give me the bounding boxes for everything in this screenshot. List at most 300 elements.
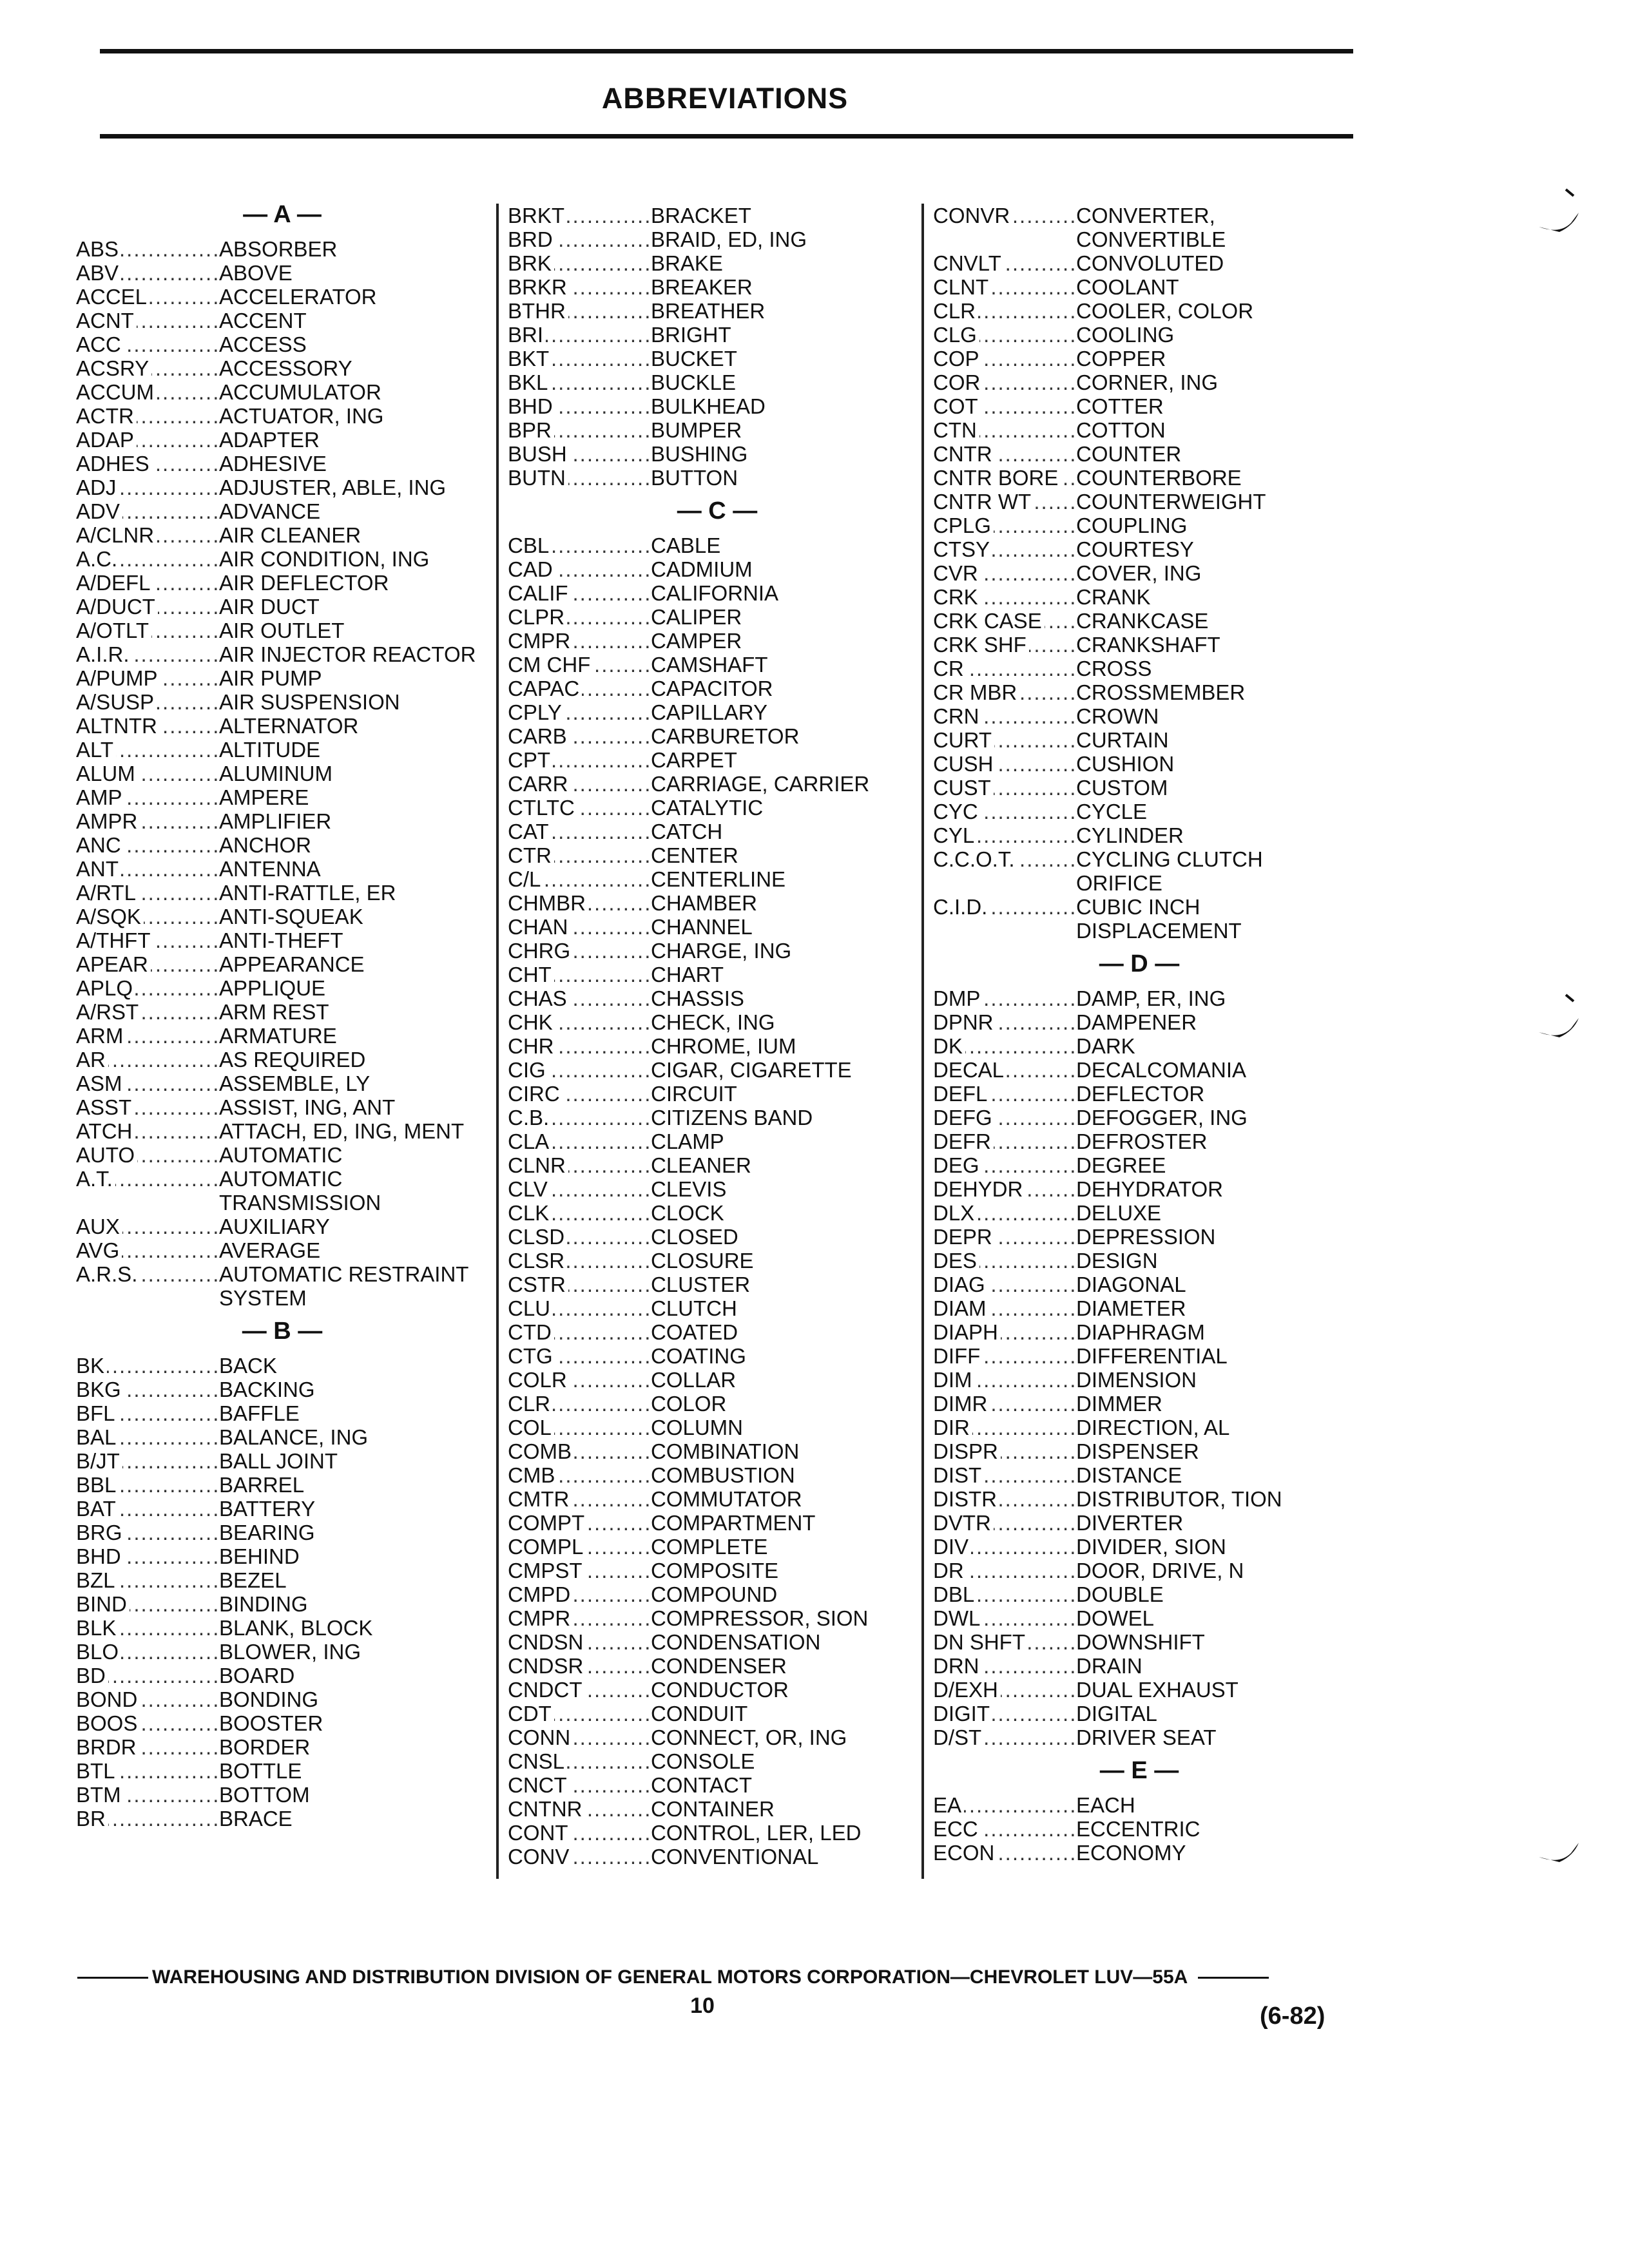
abbreviation-meaning: BLANK, BLOCK xyxy=(219,1616,373,1640)
abbreviation-entry xyxy=(76,738,488,762)
abbreviation-entry xyxy=(508,1034,927,1058)
abbreviation-entry xyxy=(508,1439,927,1463)
abbreviation-meaning: CIGAR, CIGARETTE xyxy=(651,1058,852,1082)
abbreviation-code-text: ABS xyxy=(76,237,121,261)
abbreviation-code xyxy=(933,728,1075,752)
abbreviation-code xyxy=(76,1521,218,1544)
abbreviation-code xyxy=(508,1821,650,1845)
abbreviation-entry xyxy=(508,1749,927,1773)
abbreviation-code-text: CYC xyxy=(933,800,981,823)
abbreviation-entry xyxy=(933,466,1345,490)
abbreviation-entry xyxy=(508,700,927,724)
abbreviation-entry xyxy=(933,299,1345,323)
abbreviation-code xyxy=(508,653,650,677)
abbreviation-meaning: BRACKET xyxy=(651,204,751,227)
abbreviation-meaning: BARREL xyxy=(219,1473,305,1497)
abbreviation-entry xyxy=(933,204,1345,251)
abbreviation-code-text: DIV xyxy=(933,1535,971,1559)
abbreviation-entry xyxy=(76,619,488,642)
abbreviation-code-text: C/L xyxy=(508,867,543,891)
abbreviation-entry xyxy=(76,1735,488,1759)
abbreviation-meaning: ANTENNA xyxy=(219,857,321,881)
abbreviation-code xyxy=(933,895,1075,943)
abbreviation-code xyxy=(933,1320,1075,1344)
abbreviation-meaning: BRIGHT xyxy=(651,323,731,347)
abbreviation-meaning: CURTAIN xyxy=(1076,728,1169,752)
abbreviation-meaning: BEARING xyxy=(219,1521,315,1544)
abbreviation-code xyxy=(933,1582,1075,1606)
abbreviation-code xyxy=(76,499,218,523)
abbreviation-entry xyxy=(76,1616,488,1640)
abbreviation-code xyxy=(508,1725,650,1749)
abbreviation-code-text: CNTR WT xyxy=(933,490,1034,514)
abbreviation-code xyxy=(933,1201,1075,1225)
abbreviation-meaning: DESIGN xyxy=(1076,1249,1158,1273)
abbreviation-code-text: CRK CASE xyxy=(933,609,1045,633)
abbreviation-entry xyxy=(933,347,1345,370)
abbreviation-meaning: BRAKE xyxy=(651,251,723,275)
abbreviation-code-text: ECON xyxy=(933,1841,997,1865)
abbreviation-entry xyxy=(76,666,488,690)
abbreviation-entry xyxy=(933,1630,1345,1654)
abbreviation-entry xyxy=(933,1320,1345,1344)
abbreviation-meaning: CLOSED xyxy=(651,1225,738,1249)
abbreviation-code xyxy=(508,1225,650,1249)
abbreviation-code xyxy=(508,677,650,700)
abbreviation-code-text: CR MBR xyxy=(933,680,1019,704)
top-rule xyxy=(100,49,1353,53)
abbreviation-code xyxy=(508,772,650,796)
abbreviation-code-text: BBL xyxy=(76,1473,119,1497)
abbreviation-code-text: CMPD xyxy=(508,1582,573,1606)
abbreviation-code xyxy=(933,466,1075,490)
abbreviation-meaning: AUTOMATIC xyxy=(219,1143,343,1167)
abbreviation-code-text: ADAP xyxy=(76,428,137,452)
abbreviation-meaning: BREATHER xyxy=(651,299,766,323)
footer-dash-right xyxy=(1198,1977,1269,1979)
abbreviation-meaning: CALIPER xyxy=(651,605,742,629)
abbreviation-code xyxy=(933,299,1075,323)
abbreviation-code-text: AUX xyxy=(76,1215,122,1238)
abbreviation-code-text: A/CLNR xyxy=(76,523,157,547)
abbreviation-code xyxy=(76,332,218,356)
abbreviation-entry xyxy=(933,1296,1345,1320)
abbreviation-entry xyxy=(933,1559,1345,1582)
abbreviation-entry xyxy=(933,585,1345,609)
abbreviation-code xyxy=(508,1296,650,1320)
abbreviation-meaning: CYCLE xyxy=(1076,800,1148,823)
abbreviation-meaning: COMMUTATOR xyxy=(651,1487,802,1511)
abbreviation-code xyxy=(508,1487,650,1511)
abbreviation-entry xyxy=(508,227,927,251)
abbreviation-code xyxy=(933,1296,1075,1320)
abbreviation-meaning: DARK xyxy=(1076,1034,1135,1058)
abbreviation-meaning: COMBUSTION xyxy=(651,1463,795,1487)
abbreviation-code-text: DWL xyxy=(933,1606,983,1630)
abbreviation-code-text: BRK xyxy=(508,251,554,275)
abbreviation-meaning: COMPOUND xyxy=(651,1582,778,1606)
abbreviation-meaning: ACCESSORY xyxy=(219,356,352,380)
abbreviation-entry xyxy=(508,347,927,370)
abbreviation-meaning: DISTRIBUTOR, TION xyxy=(1076,1487,1282,1511)
abbreviation-code xyxy=(508,323,650,347)
abbreviation-code xyxy=(76,809,218,833)
abbreviation-code xyxy=(76,738,218,762)
abbreviation-code xyxy=(76,833,218,857)
abbreviation-code xyxy=(76,1664,218,1687)
abbreviation-meaning: CHART xyxy=(651,963,724,986)
abbreviation-code xyxy=(76,1167,218,1215)
abbreviation-code xyxy=(933,1841,1075,1865)
abbreviation-code xyxy=(76,642,218,666)
abbreviation-entry xyxy=(933,1153,1345,1177)
abbreviation-meaning: DOWNSHIFT xyxy=(1076,1630,1205,1654)
abbreviation-entry xyxy=(76,356,488,380)
abbreviation-code-text: CMPR xyxy=(508,629,573,653)
abbreviation-code-text: CLG xyxy=(933,323,979,347)
abbreviation-code xyxy=(76,452,218,476)
abbreviation-code xyxy=(508,557,650,581)
abbreviation-entry xyxy=(508,1225,927,1249)
abbreviation-code-text: BIND xyxy=(76,1592,130,1616)
abbreviation-meaning: CONDENSER xyxy=(651,1654,787,1678)
abbreviation-code-text: DIAM xyxy=(933,1296,989,1320)
abbreviation-meaning: DIVERTER xyxy=(1076,1511,1184,1535)
abbreviation-entry xyxy=(508,748,927,772)
abbreviation-meaning: BINDING xyxy=(219,1592,308,1616)
abbreviation-code-text: CHAS xyxy=(508,986,570,1010)
abbreviation-code-text: BAL xyxy=(76,1425,119,1449)
abbreviation-code-text: ALT xyxy=(76,738,116,762)
abbreviation-meaning: CROSSMEMBER xyxy=(1076,680,1246,704)
abbreviation-entry xyxy=(508,1678,927,1702)
abbreviation-code-text: DEG xyxy=(933,1153,982,1177)
abbreviation-entry xyxy=(933,986,1345,1010)
abbreviation-entry xyxy=(508,1773,927,1797)
abbreviation-entry xyxy=(508,370,927,394)
abbreviation-code-text: CPLY xyxy=(508,700,564,724)
abbreviation-meaning: COUNTERBORE xyxy=(1076,466,1242,490)
abbreviation-code xyxy=(508,605,650,629)
abbreviation-entry xyxy=(76,1215,488,1238)
abbreviation-code xyxy=(933,1082,1075,1106)
abbreviation-code xyxy=(76,1473,218,1497)
abbreviation-entry xyxy=(933,609,1345,633)
abbreviation-code-text: CBL xyxy=(508,533,552,557)
abbreviation-code xyxy=(508,1392,650,1416)
abbreviation-meaning: DEGREE xyxy=(1076,1153,1166,1177)
abbreviation-meaning: CROSS xyxy=(1076,657,1152,680)
abbreviation-meaning: ATTACH, ED, ING, MENT xyxy=(219,1119,465,1143)
abbreviation-code xyxy=(508,1129,650,1153)
page-date-code: (6-82) xyxy=(1260,2003,1325,2030)
abbreviation-code-text: AMPR xyxy=(76,809,140,833)
abbreviations-column-1 xyxy=(76,193,488,1831)
abbreviation-meaning: DAMP, ER, ING xyxy=(1076,986,1226,1010)
abbreviation-entry xyxy=(508,1702,927,1725)
abbreviation-code xyxy=(933,1606,1075,1630)
abbreviation-code xyxy=(933,800,1075,823)
abbreviation-entry xyxy=(76,1378,488,1401)
abbreviation-entry xyxy=(508,1201,927,1225)
abbreviation-code-text: CIRC xyxy=(508,1082,563,1106)
abbreviation-code-text: ACCUM xyxy=(76,380,157,404)
abbreviation-entry xyxy=(933,800,1345,823)
abbreviation-code-text: CARB xyxy=(508,724,570,748)
abbreviation-meaning: COMPOSITE xyxy=(651,1559,779,1582)
abbreviation-code-text: COT xyxy=(933,394,981,418)
abbreviation-code-text: BRKT xyxy=(508,204,567,227)
abbreviation-code xyxy=(76,547,218,571)
abbreviation-entry xyxy=(933,1702,1345,1725)
abbreviation-meaning: CHARGE, ING xyxy=(651,939,792,963)
abbreviation-code xyxy=(76,1072,218,1095)
abbreviation-meaning: CAMPER xyxy=(651,629,742,653)
abbreviation-meaning: BRACE xyxy=(219,1807,293,1831)
abbreviation-code xyxy=(76,595,218,619)
abbreviation-code-text: DES xyxy=(933,1249,979,1273)
abbreviation-code xyxy=(933,370,1075,394)
abbreviation-code xyxy=(76,1238,218,1262)
abbreviation-entry xyxy=(76,1095,488,1119)
abbreviation-entry xyxy=(508,323,927,347)
abbreviation-meaning: AS REQUIRED xyxy=(219,1048,366,1072)
abbreviation-code xyxy=(508,533,650,557)
abbreviation-meaning: AMPLIFIER xyxy=(219,809,332,833)
abbreviation-code xyxy=(508,442,650,466)
abbreviation-code xyxy=(508,1177,650,1201)
abbreviation-entry xyxy=(933,418,1345,442)
abbreviation-code xyxy=(76,1262,218,1310)
abbreviation-code xyxy=(508,394,650,418)
abbreviation-code-text: ASST xyxy=(76,1095,134,1119)
abbreviation-code xyxy=(508,1153,650,1177)
abbreviation-entry xyxy=(76,1759,488,1783)
abbreviation-entry xyxy=(933,1106,1345,1129)
abbreviation-meaning: ANTI-SQUEAK xyxy=(219,905,363,928)
abbreviation-code xyxy=(933,847,1075,895)
abbreviation-code-text: A/RTL xyxy=(76,881,139,905)
abbreviation-code-text: C.C.O.T. xyxy=(933,847,1017,871)
abbreviation-meaning: CATCH xyxy=(651,820,723,843)
abbreviation-entry xyxy=(508,1392,927,1416)
abbreviation-meaning: DEFLECTOR xyxy=(1076,1082,1205,1106)
abbreviation-entry xyxy=(933,442,1345,466)
abbreviation-entry xyxy=(933,657,1345,680)
abbreviation-code-text: AUTO xyxy=(76,1143,137,1167)
abbreviation-meaning: CLOSURE xyxy=(651,1249,754,1273)
abbreviation-code-text: CONN xyxy=(508,1725,573,1749)
abbreviation-code xyxy=(508,227,650,251)
abbreviation-code-text: BKL xyxy=(508,370,550,394)
abbreviation-code-text: CUST xyxy=(933,776,994,800)
abbreviation-entry xyxy=(76,1544,488,1568)
abbreviation-code xyxy=(76,237,218,261)
abbreviation-entry xyxy=(933,1201,1345,1225)
abbreviation-entry xyxy=(508,796,927,820)
abbreviation-meaning: CAPILLARY xyxy=(651,700,767,724)
abbreviation-code-text: BRG xyxy=(76,1521,125,1544)
abbreviation-code xyxy=(76,714,218,738)
abbreviation-code xyxy=(933,1153,1075,1177)
abbreviation-code xyxy=(508,1559,650,1582)
abbreviation-code xyxy=(76,285,218,309)
abbreviation-meaning: AUTOMATIC TRANSMISSION xyxy=(219,1167,381,1215)
abbreviation-meaning: BORDER xyxy=(219,1735,311,1759)
abbreviation-meaning: CONDENSATION xyxy=(651,1630,821,1654)
abbreviation-meaning: ARM REST xyxy=(219,1000,329,1024)
abbreviation-code-text: CRN xyxy=(933,704,982,728)
abbreviation-code-text: CTG xyxy=(508,1344,555,1368)
abbreviation-code xyxy=(508,466,650,490)
abbreviation-meaning: ANTI-RATTLE, ER xyxy=(219,881,396,905)
abbreviation-meaning: COOLANT xyxy=(1076,275,1179,299)
abbreviation-entry xyxy=(933,394,1345,418)
abbreviation-meaning: COUPLING xyxy=(1076,514,1188,537)
abbreviation-meaning: AUTOMATIC RESTRAINT SYSTEM xyxy=(219,1262,468,1310)
abbreviation-code xyxy=(508,1058,650,1082)
abbreviation-meaning: BALANCE, ING xyxy=(219,1425,369,1449)
abbreviation-entry xyxy=(933,1416,1345,1439)
abbreviation-code-text: C.I.D. xyxy=(933,895,990,919)
abbreviation-entry xyxy=(508,1129,927,1153)
abbreviation-code-text: BRI xyxy=(508,323,546,347)
abbreviation-code xyxy=(76,1354,218,1378)
abbreviation-entry xyxy=(508,1249,927,1273)
abbreviation-meaning: BACKING xyxy=(219,1378,315,1401)
abbreviation-code-text: ASM xyxy=(76,1072,125,1095)
abbreviation-code xyxy=(933,1368,1075,1392)
abbreviation-entry xyxy=(76,762,488,785)
abbreviation-code-text: AMP xyxy=(76,785,125,809)
abbreviation-entry xyxy=(508,1511,927,1535)
abbreviation-code-text: ACSRY xyxy=(76,356,151,380)
abbreviation-code xyxy=(508,915,650,939)
abbreviations-column-3 xyxy=(921,204,1345,1879)
abbreviation-code-text: CURT xyxy=(933,728,994,752)
title-bottom-rule xyxy=(100,134,1353,139)
abbreviation-code-text: AVG xyxy=(76,1238,122,1262)
abbreviation-code xyxy=(508,251,650,275)
abbreviation-code-text: DPNR xyxy=(933,1010,996,1034)
abbreviation-code xyxy=(76,1119,218,1143)
abbreviation-entry xyxy=(508,1797,927,1821)
abbreviation-meaning: AIR DUCT xyxy=(219,595,320,619)
abbreviation-entry xyxy=(933,728,1345,752)
abbreviation-code xyxy=(933,1010,1075,1034)
abbreviation-meaning: CONSOLE xyxy=(651,1749,755,1773)
abbreviation-meaning: CLUTCH xyxy=(651,1296,737,1320)
abbreviation-meaning: DEHYDRATOR xyxy=(1076,1177,1223,1201)
abbreviation-code-text: CARR xyxy=(508,772,571,796)
abbreviation-entry xyxy=(508,843,927,867)
abbreviation-code-text: A/RST xyxy=(76,1000,141,1024)
abbreviation-entry xyxy=(508,557,927,581)
abbreviation-meaning: CIRCUIT xyxy=(651,1082,737,1106)
abbreviation-entry xyxy=(76,1497,488,1521)
abbreviation-entry xyxy=(76,1449,488,1473)
abbreviation-code xyxy=(508,629,650,653)
abbreviation-code-text: ADV xyxy=(76,499,122,523)
abbreviation-meaning: EACH xyxy=(1076,1793,1135,1817)
abbreviation-entry xyxy=(508,820,927,843)
abbreviation-code xyxy=(933,442,1075,466)
abbreviation-code-text: CMTR xyxy=(508,1487,572,1511)
abbreviation-code xyxy=(508,1344,650,1368)
abbreviation-meaning: CLUSTER xyxy=(651,1273,751,1296)
abbreviation-entry xyxy=(508,1845,927,1869)
abbreviation-code xyxy=(933,490,1075,514)
abbreviation-meaning: ADHESIVE xyxy=(219,452,327,476)
abbreviation-entry xyxy=(933,1082,1345,1106)
abbreviation-entry xyxy=(508,939,927,963)
abbreviation-code-text: CRK SHF xyxy=(933,633,1029,657)
abbreviation-entry xyxy=(76,1024,488,1048)
abbreviation-code xyxy=(76,1024,218,1048)
abbreviation-code xyxy=(508,299,650,323)
abbreviation-code-text: DISTR xyxy=(933,1487,999,1511)
abbreviation-code-text: CHAN xyxy=(508,915,571,939)
abbreviation-code xyxy=(933,823,1075,847)
abbreviation-code-text: BUSH xyxy=(508,442,570,466)
abbreviation-meaning: CARPET xyxy=(651,748,737,772)
abbreviation-entry xyxy=(76,1425,488,1449)
abbreviation-code xyxy=(933,418,1075,442)
abbreviation-meaning: COMBINATION xyxy=(651,1439,800,1463)
abbreviation-meaning: COURTESY xyxy=(1076,537,1194,561)
abbreviation-code-text: CHR xyxy=(508,1034,557,1058)
abbreviation-meaning: BEZEL xyxy=(219,1568,287,1592)
abbreviation-code xyxy=(933,1344,1075,1368)
abbreviation-entry xyxy=(508,1606,927,1630)
abbreviation-code xyxy=(76,523,218,547)
abbreviation-code-text: CDT xyxy=(508,1702,554,1725)
abbreviation-code-text: CLK xyxy=(508,1201,552,1225)
abbreviation-code-text: ANC xyxy=(76,833,124,857)
abbreviation-meaning: ACCELERATOR xyxy=(219,285,377,309)
abbreviation-code xyxy=(933,1129,1075,1153)
abbreviation-code-text: CTR xyxy=(508,843,554,867)
abbreviation-code-text: ALTNTR xyxy=(76,714,160,738)
abbreviation-entry xyxy=(508,1630,927,1654)
abbreviation-code xyxy=(508,1463,650,1487)
abbreviation-code xyxy=(933,251,1075,275)
abbreviation-code xyxy=(76,1425,218,1449)
abbreviation-meaning: BRAID, ED, ING xyxy=(651,227,807,251)
abbreviation-code-text: DECAL xyxy=(933,1058,1007,1082)
abbreviation-code-text: DIMR xyxy=(933,1392,990,1416)
abbreviation-meaning: BUCKET xyxy=(651,347,737,370)
abbreviation-code-text: DIR xyxy=(933,1416,972,1439)
abbreviation-entry xyxy=(508,275,927,299)
abbreviation-entry xyxy=(933,561,1345,585)
abbreviation-code-text: BKG xyxy=(76,1378,124,1401)
abbreviation-code-text: CUSH xyxy=(933,752,996,776)
abbreviation-code xyxy=(508,963,650,986)
abbreviation-meaning: CONDUCTOR xyxy=(651,1678,789,1702)
abbreviation-code xyxy=(508,820,650,843)
abbreviation-entry xyxy=(933,1368,1345,1392)
abbreviation-meaning: COMPRESSOR, SION xyxy=(651,1606,869,1630)
abbreviation-code xyxy=(508,1249,650,1273)
abbreviation-meaning: CALIFORNIA xyxy=(651,581,779,605)
abbreviation-entry xyxy=(508,1416,927,1439)
abbreviation-entry xyxy=(76,928,488,952)
abbreviation-entry xyxy=(933,1129,1345,1153)
abbreviation-code xyxy=(76,1592,218,1616)
abbreviation-entry xyxy=(508,1320,927,1344)
abbreviation-code xyxy=(76,1735,218,1759)
